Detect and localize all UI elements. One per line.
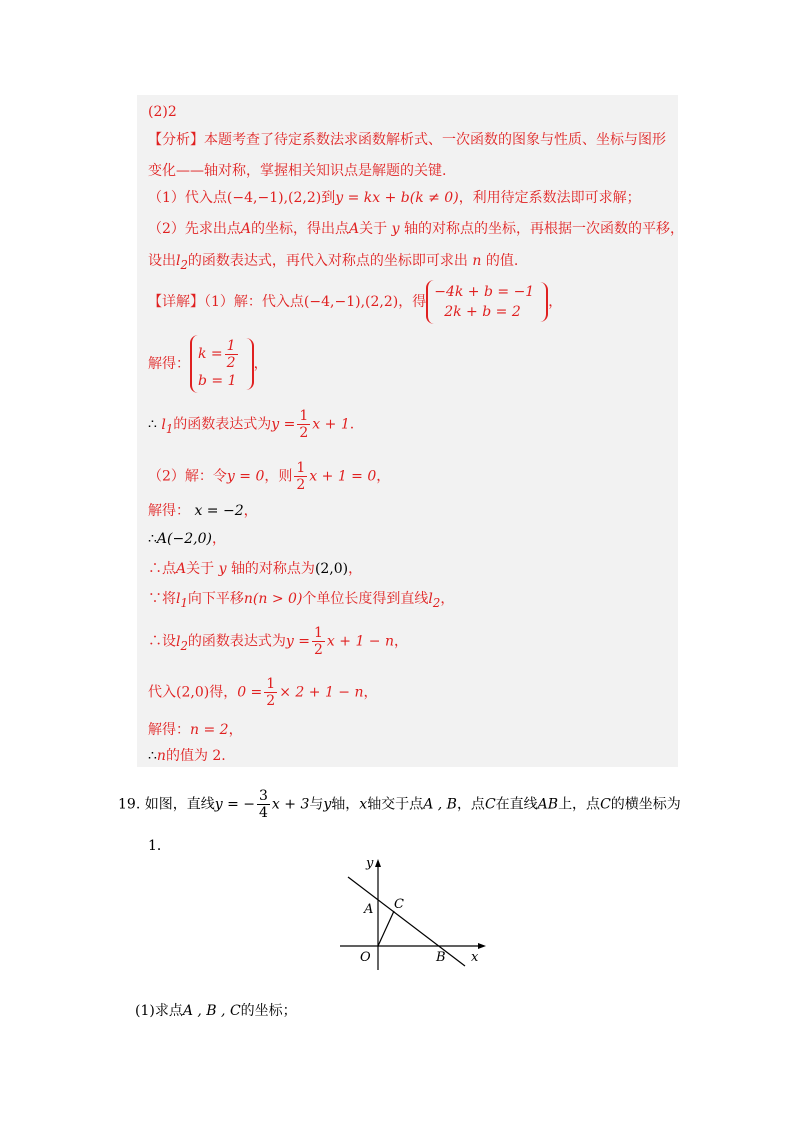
solve-x-label: 解得： (148, 503, 190, 519)
frac-den-2: 2 (299, 425, 309, 441)
sub1-end: 的坐标； (240, 1003, 297, 1019)
frac-three-quarters (257, 788, 270, 821)
frac-half-5 (264, 676, 277, 709)
q19-text-e: ，点 (456, 796, 485, 813)
step2-c: 关于 (359, 221, 388, 237)
step2-d: 轴的对称点的坐标，再根据一次函数的平移， (403, 221, 684, 237)
sub1-text: (1)求点 (135, 1003, 183, 1019)
frac-num-2: 1 (299, 408, 309, 424)
sys-row-2: 2k + b = 2 (444, 304, 521, 320)
sub-b: 得， (209, 684, 238, 701)
q19-text-g: 上，点 (558, 796, 601, 813)
q19-AB: A , B (423, 796, 457, 813)
question-19-line-1 (118, 788, 681, 821)
solve-n-label: 解得： (148, 722, 190, 738)
detail-solution-1 (148, 335, 268, 393)
detail-A-point: ∴A(−2,0)， (148, 531, 226, 547)
detail-tag: 【详解】 (148, 294, 204, 310)
detail-set-l2: ∴设$l_2$的函数表达式为y = $\frac{1}{2}$ x + 1 − n， (148, 625, 409, 658)
sub-question-1 (135, 1000, 297, 1020)
analysis-step-2 (148, 220, 684, 238)
sol-k: k = (198, 346, 223, 362)
q19-frac-num: 3 (259, 788, 268, 804)
detail-l1-expression: ∴ $l_1$的函数表达式为y = $\frac{1}{2}$ x + 1. (148, 408, 355, 441)
solution-system (190, 335, 246, 393)
point-A: A (240, 221, 252, 237)
l2-var: $l_2$ (176, 253, 188, 272)
because-text: ∵将 (148, 591, 176, 607)
label-x: x (471, 950, 479, 965)
step2-line2-b: 的函数表达式，再代入对称点的坐标即可求出 (187, 253, 468, 269)
x-value: x = −2 (194, 503, 244, 519)
then-text: ，则 (264, 468, 293, 485)
frac-num-3: 1 (296, 460, 306, 476)
l1-var-2: $l_1$ (176, 591, 188, 610)
label-y: y (366, 856, 374, 871)
detail-part1-prefix: （1）解：代入点 (204, 294, 304, 310)
sub-a: 代入 (148, 684, 176, 701)
q19-text-c: 轴， (331, 796, 360, 813)
q19-eq-b: x + 3 (271, 796, 310, 813)
section-label: (2)2 (148, 104, 177, 120)
frac-den-5: 2 (266, 693, 276, 709)
q19-frac-den: 4 (259, 805, 268, 821)
y-var: y (387, 221, 404, 237)
step1-points: (−4,−1),(2,2) (226, 190, 322, 206)
sub-eq-b: × 2 + 1 − n (279, 684, 364, 701)
sub-eq-a: 0 = (237, 684, 263, 701)
detail-shift: ∵将$l_1$向下平移n(n > 0)个单位长度得到直线$l_2$， (148, 591, 455, 610)
n-value: n = 2 (190, 722, 229, 738)
x-plus-1-minus-n: x + 1 − n (326, 633, 395, 650)
analysis-text-1: 本题考查了待定系数法求函数解析式、一次函数的图象与性质、坐标与图形 (204, 132, 666, 148)
question-19-line-2: 1． (148, 838, 171, 854)
sym-a: ∴点 (148, 561, 176, 577)
label-B: B (436, 950, 446, 965)
set-l2-b: 的函数表达式为 (187, 633, 286, 650)
q19-text-d: 轴交于点 (367, 796, 424, 813)
step2-line2-a: 设出 (148, 253, 176, 269)
step1-eq: y = kx + b(k ≠ 0) (335, 190, 459, 206)
detail-solve-n: 解得：n = 2， (148, 722, 243, 738)
sym-b: 关于 (186, 561, 215, 577)
x-axis-arrow (478, 943, 486, 949)
y-var-2: y (214, 561, 231, 577)
l1-var: $l_1$ (161, 416, 174, 436)
frac-half-4 (312, 625, 325, 658)
analysis-step-2-line-2 (148, 252, 518, 274)
n-cond: n(n > 0) (243, 591, 303, 607)
frac-half-3 (294, 460, 307, 493)
frac-den: 2 (226, 354, 236, 371)
analysis-step-1 (148, 189, 641, 207)
q19-C: C (484, 796, 496, 813)
l2-var-2: $l_2$ (428, 591, 441, 610)
q19-text-b: 与 (309, 796, 324, 813)
detail-symmetric: ∴点A关于 y 轴的对称点为(2,0)， (148, 561, 363, 577)
sys-row-1: −4k + b = −1 (434, 284, 535, 300)
frac-den-3: 2 (296, 477, 306, 493)
sol-b: b = 1 (198, 373, 237, 389)
coordinate-figure (340, 855, 490, 975)
q19-eq-a: y = − (214, 796, 255, 813)
detail-comma: ， (548, 294, 563, 310)
step2-a: （2）先求出点 (148, 221, 241, 237)
point-A-3: A (176, 561, 187, 577)
detail-substitute: 代入(2,0)得，0 = $\frac{1}{2}$ × 2 + 1 − n， (148, 676, 378, 709)
solution-right-brace (246, 338, 254, 390)
detail-final (148, 747, 226, 765)
A-point: A(−2,0) (156, 531, 212, 547)
l1-text: 的函数表达式为 (173, 416, 272, 433)
frac-num: 1 (226, 337, 236, 354)
sym-point: (2,0) (314, 561, 349, 577)
frac-num-4: 1 (314, 625, 323, 641)
label-A: A (364, 902, 374, 917)
n-var: n (467, 253, 486, 269)
detail-points: (−4,−1),(2,2) (303, 294, 399, 310)
q19-text-f: 在直线 (495, 796, 538, 813)
system-right-brace (540, 282, 548, 322)
frac-den-4: 2 (314, 642, 323, 658)
shift-text: 向下平移 (187, 591, 244, 607)
detail-part2: （2）解：令y = 0，则 $\frac{1}{2}$ x + 1 = 0， (148, 460, 391, 493)
y-eq-2: y = (285, 633, 310, 650)
y-zero: y = 0 (226, 468, 265, 485)
detail-solve-x: 解得： x = −2， (148, 503, 258, 519)
step2-line2-c: 的值. (485, 253, 519, 269)
step1-suffix: ，利用待定系数法即可求解； (458, 190, 641, 206)
y-axis-arrow (375, 859, 381, 867)
frac-num-5: 1 (266, 676, 276, 692)
eq-zero: x + 1 = 0 (309, 468, 377, 485)
q19-text-a: 如图，直线 (144, 796, 215, 813)
detail-comma-2: ， (253, 356, 268, 372)
final-b: 的值为 2. (165, 748, 226, 764)
equation-system (426, 280, 540, 324)
question-number: 19. (118, 796, 141, 813)
frac-half (225, 338, 238, 371)
y-eq-1: y = (271, 416, 296, 433)
set-l2-a: ∴设 (148, 633, 176, 650)
label-O: O (360, 950, 371, 965)
solve-label: 解得： (148, 356, 190, 372)
segment-OC (378, 911, 394, 946)
sub-point: (2,0) (176, 684, 210, 701)
final-a: ∴ (148, 748, 157, 764)
label-C: C (394, 897, 404, 912)
x-plus-1: x + 1 (312, 416, 350, 433)
n-var-2: n (156, 748, 166, 764)
point-A-2: A (349, 221, 360, 237)
step1-prefix: （1）代入点 (148, 190, 227, 206)
part2-prefix: （2）解：令 (148, 468, 227, 485)
step2-b: 的坐标，得出点 (251, 221, 350, 237)
detail-get: ，得 (398, 294, 427, 310)
frac-half-2 (297, 408, 310, 441)
sub1-ABC: A , B , C (182, 1003, 241, 1019)
step1-mid: 到 (321, 190, 336, 206)
analysis-tag: 【分析】 (148, 132, 204, 148)
sym-c: 轴的对称点为 (230, 561, 315, 577)
q19-line-AB: AB (537, 796, 559, 813)
q19-x: x (359, 796, 368, 813)
analysis-line-1 (148, 131, 666, 149)
therefore-1: ∴ (148, 416, 157, 433)
detail-line-1 (148, 280, 562, 324)
analysis-line-2: 变化——轴对称，掌握相关知识点是解题的关键. (148, 163, 447, 179)
q19-C-2: C (600, 796, 611, 813)
q19-y: y (323, 796, 332, 813)
q19-text-h: 的横坐标为 (610, 796, 681, 813)
l2-var-3: $l_2$ (176, 633, 188, 653)
shift-text-2: 个单位长度得到直线 (302, 591, 429, 607)
